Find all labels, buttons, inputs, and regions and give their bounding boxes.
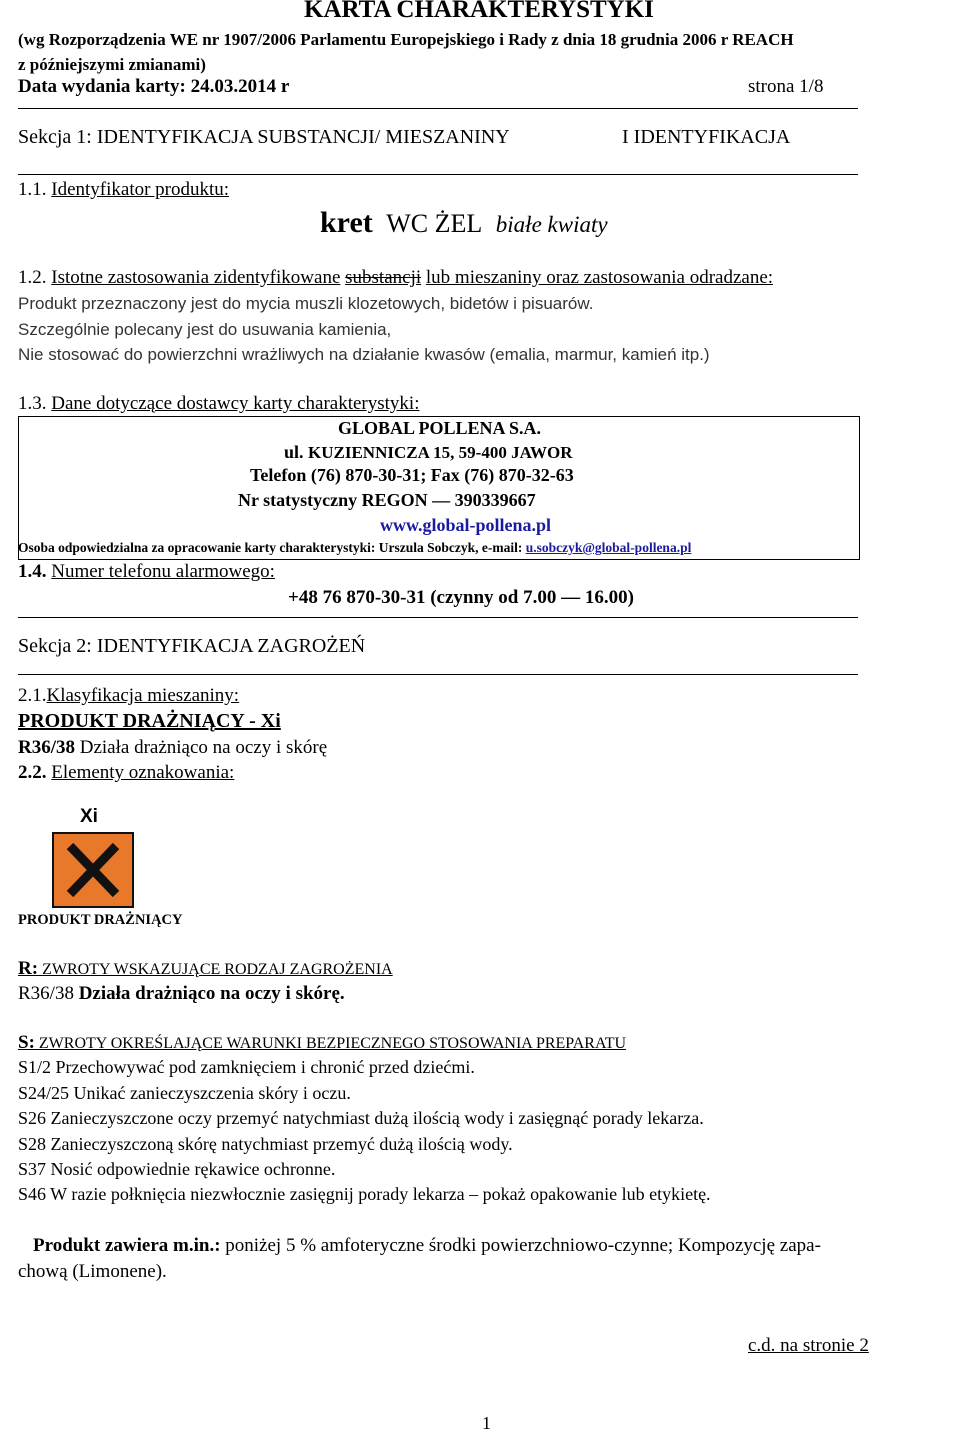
- subsection-title: Numer telefonu alarmowego:: [51, 561, 275, 582]
- subsection-title-a: Istotne zastosowania zidentyfikowane: [51, 267, 341, 288]
- subsection-title-b: lub mieszaniny oraz zastosowania odradzane:: [425, 267, 774, 288]
- subsection-2-1: [18, 685, 239, 707]
- subsection-1-2: [18, 267, 773, 289]
- subsection-number: 2.2.: [18, 762, 47, 783]
- subsection-number: 1.4.: [18, 561, 47, 582]
- r-phrase-text: Działa drażniąco na oczy i skórę.: [78, 983, 345, 1004]
- r-text: Działa drażniąco na oczy i skórę: [79, 737, 328, 758]
- document-title: KARTA CHARAKTERYSTYKI: [304, 0, 654, 23]
- subsection-number: 1.2.: [18, 267, 47, 288]
- page-number: 1: [482, 1413, 491, 1433]
- product-name: WC ŻEL: [386, 209, 483, 238]
- use-line: Nie stosować do powierzchni wrażliwych na działanie kwasów (emalia, marmur, kamień itp.): [18, 345, 710, 364]
- subsection-title: Klasyfikacja mieszaniny:: [46, 685, 240, 706]
- classification: PRODUKT DRAŻNIĄCY - Xi: [18, 710, 281, 732]
- contains-text: poniżej 5 % amfoteryczne środki powierzchniowo-czynne; Kompozycję zapa-: [225, 1235, 821, 1256]
- r-classification: [18, 737, 327, 759]
- pictogram-symbol: Xi: [80, 806, 98, 827]
- email-link[interactable]: u.sobczyk@global-pollena.pl: [525, 540, 692, 555]
- subsection-2-2: [18, 762, 234, 784]
- r-heading-text: ZWROTY WSKAZUJĄCE RODZAJ ZAGROŻENIA: [42, 961, 393, 978]
- section1-heading-right: I IDENTYFIKACJA: [622, 126, 791, 148]
- subsection-number: 1.1.: [18, 179, 47, 200]
- subsection-title: Identyfikator produktu:: [51, 179, 230, 200]
- section1-heading: Sekcja 1: IDENTYFIKACJA SUBSTANCJI/ MIESZANINY: [18, 126, 510, 148]
- subsection-number: 2.1.: [18, 685, 47, 706]
- r-phrase-code: R36/38: [18, 983, 74, 1004]
- use-line: Szczególnie polecany jest do usuwania kamienia,: [18, 320, 392, 339]
- street-prefix: ul.: [284, 442, 304, 462]
- supplier-name: GLOBAL POLLENA S.A.: [338, 418, 542, 438]
- subsection-1-4: [18, 561, 275, 583]
- s-phrase: S37 Nosić odpowiednie rękawice ochronne.: [18, 1159, 336, 1179]
- contains-label: Produkt zawiera m.in.:: [33, 1235, 221, 1256]
- r-letter: R:: [18, 958, 39, 979]
- section2-divider: [18, 674, 858, 675]
- s-letter: S:: [18, 1032, 35, 1053]
- issue-date: Data wydania karty: 24.03.2014 r: [18, 76, 290, 97]
- subsection-1-3: [18, 393, 419, 415]
- subsection-title: Elementy oznakowania:: [51, 762, 235, 783]
- street: KUZIENNICZA 15, 59-400 JAWOR: [308, 443, 573, 462]
- s-phrase: S26 Zanieczyszczone oczy przemyć natychmiast dużą ilością wody i zasięgnąć porady lekarza.: [18, 1108, 704, 1128]
- r-code: R36/38: [18, 737, 75, 758]
- s-phrases-heading: [18, 1032, 626, 1054]
- emergency-phone: +48 76 870-30-31 (czynny od 7.00 — 16.00): [288, 587, 634, 608]
- product-identifier: [320, 203, 608, 245]
- page-label: strona 1/8: [748, 76, 824, 97]
- r-phrase: [18, 983, 345, 1005]
- subsection-title: Dane dotyczące dostawcy karty charakterystyki:: [51, 393, 420, 414]
- product-brand: kret: [320, 206, 373, 239]
- regulation-line-2: z późniejszymi zmianami): [18, 55, 206, 74]
- subsection-number: 1.3.: [18, 393, 47, 414]
- supplier-regon: Nr statystyczny REGON — 390339667: [238, 490, 536, 510]
- section1-divider: [18, 174, 858, 175]
- s-phrase: S28 Zanieczyszczoną skórę natychmiast przemyć dużą ilością wody.: [18, 1134, 513, 1154]
- subsection-1-1: [18, 179, 229, 201]
- s-heading-text: ZWROTY OKREŚLAJĄCE WARUNKI BEZPIECZNEGO STOSOWANIA PREPARATU: [38, 1035, 627, 1052]
- product-variant: białe kwiaty: [495, 212, 608, 237]
- irritant-pictogram-icon: [52, 832, 134, 908]
- supplier-address: [284, 442, 573, 463]
- supplier-phone: Telefon (76) 870-30-31; Fax (76) 870-32-63: [250, 465, 574, 485]
- section2-top-divider: [18, 617, 858, 618]
- pictogram-caption: PRODUKT DRAŻNIĄCY: [18, 912, 183, 928]
- continued-note: c.d. na stronie 2: [748, 1335, 869, 1356]
- subsection-title-strike: substancji: [345, 267, 422, 288]
- supplier-website[interactable]: www.global-pollena.pl: [380, 515, 552, 535]
- s-phrase: S24/25 Unikać zanieczyszczenia skóry i oczu.: [18, 1083, 351, 1103]
- r-phrases-heading: [18, 958, 393, 980]
- section2-heading: Sekcja 2: IDENTYFIKACJA ZAGROŻEŃ: [18, 635, 366, 657]
- contains-line-2: chową (Limonene).: [18, 1261, 167, 1282]
- s-phrase: S46 W razie połknięcia niezwłocznie zasięgnij porady lekarza – pokaż opakowanie lub etykietę.: [18, 1184, 711, 1204]
- use-line: Produkt przeznaczony jest do mycia muszli klozetowych, bidetów i pisuarów.: [18, 294, 594, 313]
- responsible-text: Osoba odpowiedzialna za opracowanie karty charakterystyki: Urszula Sobczyk, e-mail:: [18, 540, 523, 555]
- regulation-line-1: (wg Rozporządzenia WE nr 1907/2006 Parlamentu Europejskiego i Rady z dnia 18 grudnia 2006 r REACH: [18, 30, 794, 49]
- responsible-person: [18, 540, 691, 556]
- contains-line-1: [33, 1235, 821, 1257]
- s-phrase: S1/2 Przechowywać pod zamknięciem i chronić przed dziećmi.: [18, 1057, 475, 1077]
- header-divider: [18, 108, 858, 109]
